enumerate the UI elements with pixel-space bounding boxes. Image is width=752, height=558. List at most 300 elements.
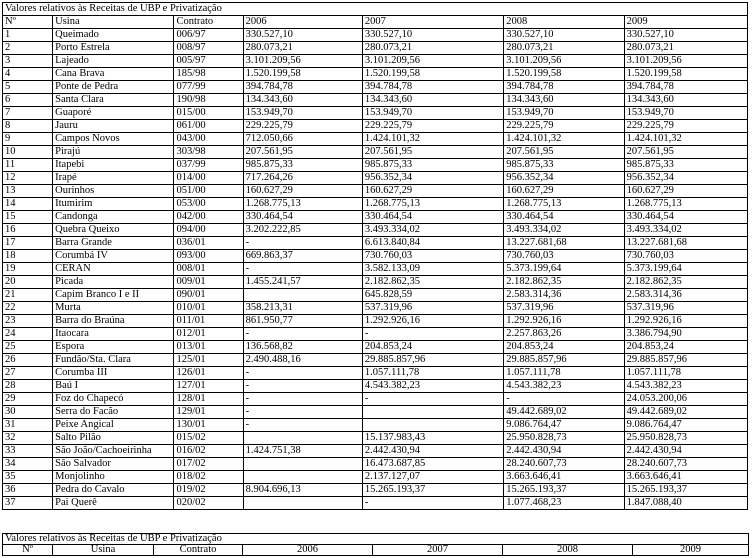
table-cell: Barra do Braúna (53, 315, 174, 328)
table-row (3, 172, 748, 185)
column-header: 2006 (243, 16, 362, 29)
table-cell: Porto Estrela (53, 42, 174, 55)
table-cell: Irapé (53, 172, 174, 185)
table-cell: 985.875,33 (362, 159, 503, 172)
table-cell: 1.292.926,16 (504, 315, 624, 328)
table-cell: 330.464,54 (362, 211, 503, 224)
table-cell: 25.950.828,73 (504, 432, 624, 445)
table-cell: 229.225,79 (243, 120, 362, 133)
table-cell: 127/01 (174, 380, 243, 393)
table-row (3, 107, 748, 120)
table-cell: 160.627,29 (504, 185, 624, 198)
table-cell: 5.373.199,64 (504, 263, 624, 276)
table-cell: 3.101.209,56 (243, 55, 362, 68)
table-cell: 207.561,95 (243, 146, 362, 159)
table-cell: 717.264,26 (243, 172, 362, 185)
table-cell: 14 (3, 198, 53, 211)
table-cell (243, 458, 362, 471)
column-header: 2008 (504, 16, 624, 29)
table-cell: 012/01 (174, 328, 243, 341)
table-cell: 153.949,70 (243, 107, 362, 120)
table-cell: 134.343,60 (504, 94, 624, 107)
table-cell: - (362, 328, 503, 341)
table-cell: 16 (3, 224, 53, 237)
column-header: 2008 (503, 545, 633, 556)
table-cell: 36 (3, 484, 53, 497)
table-cell: São João/Cachoeirinha (53, 445, 174, 458)
table-title: Valores relativos às Receitas de UBP e Privatização (3, 534, 749, 545)
table-cell: 2.442.430,94 (504, 445, 624, 458)
table-cell: Picada (53, 276, 174, 289)
table-row (3, 55, 748, 68)
table-cell: 35 (3, 471, 53, 484)
table-cell: 005/97 (174, 55, 243, 68)
table-cell: 129/01 (174, 406, 243, 419)
table-cell: 9.086.764,47 (624, 419, 747, 432)
table-cell: Corumba III (53, 367, 174, 380)
table-cell: 013/01 (174, 341, 243, 354)
table-cell: Lajeado (53, 55, 174, 68)
table-cell: 956.352,34 (362, 172, 503, 185)
table-cell: Guaporé (53, 107, 174, 120)
table-cell: 730.760,03 (362, 250, 503, 263)
table-cell: Pedra do Cavalo (53, 484, 174, 497)
table-cell (243, 471, 362, 484)
table-cell: 207.561,95 (504, 146, 624, 159)
table-cell: 125/01 (174, 354, 243, 367)
table-cell: 1.057.111,78 (362, 367, 503, 380)
table-cell: 29.885.857,96 (504, 354, 624, 367)
table-cell: 15 (3, 211, 53, 224)
table-cell: 1.077.468,23 (504, 497, 624, 510)
table-cell: 25.950.828,73 (624, 432, 747, 445)
table-row (3, 302, 748, 315)
table-cell: 358.213,31 (243, 302, 362, 315)
table-cell: 330.527,10 (362, 29, 503, 42)
table-cell: 2.182.862,35 (504, 276, 624, 289)
table-cell: 330.464,54 (504, 211, 624, 224)
table-cell: 28.240.607,73 (504, 458, 624, 471)
table-cell: 190/98 (174, 94, 243, 107)
table-cell: 2.137.127,07 (362, 471, 503, 484)
table-cell: 330.464,54 (624, 211, 747, 224)
table-row (3, 458, 748, 471)
table-cell: 077/99 (174, 81, 243, 94)
column-header: 2006 (243, 545, 373, 556)
table-cell: 861.950,77 (243, 315, 362, 328)
table-row (3, 198, 748, 211)
table-cell: 8 (3, 120, 53, 133)
table-cell: 1.424.751,38 (243, 445, 362, 458)
table-cell: 28.240.607,73 (624, 458, 747, 471)
table-cell: 985.875,33 (504, 159, 624, 172)
table-cell: 280.073,21 (243, 42, 362, 55)
table-cell: 051/00 (174, 185, 243, 198)
column-header: Usina (53, 545, 154, 556)
table-cell: 13 (3, 185, 53, 198)
table-cell: 730.760,03 (624, 250, 747, 263)
table-cell: - (243, 328, 362, 341)
table-cell: 13.227.681,68 (504, 237, 624, 250)
table-cell: 1.268.775,13 (624, 198, 747, 211)
table-row (3, 276, 748, 289)
table-cell: 15.265.193,37 (504, 484, 624, 497)
table-cell: 956.352,34 (504, 172, 624, 185)
column-header: 2009 (624, 16, 747, 29)
table-row (3, 133, 748, 146)
table-cell: 2.182.862,35 (624, 276, 747, 289)
table-cell: 669.863,37 (243, 250, 362, 263)
table-cell: 13.227.681,68 (624, 237, 747, 250)
table-row (3, 81, 748, 94)
table-cell: 2.182.862,35 (362, 276, 503, 289)
table-cell: 3.202.222,85 (243, 224, 362, 237)
table-cell: 229.225,79 (362, 120, 503, 133)
table-cell: 9 (3, 133, 53, 146)
table-row (3, 263, 748, 276)
table-cell: 27 (3, 367, 53, 380)
table-cell: 4.543.382,23 (624, 380, 747, 393)
table-cell: - (243, 380, 362, 393)
table-cell: 1.268.775,13 (243, 198, 362, 211)
table-cell: 537.319,96 (362, 302, 503, 315)
table-cell: 330.527,10 (624, 29, 747, 42)
table-cell: 1 (3, 29, 53, 42)
table-cell: 3.493.334,02 (624, 224, 747, 237)
table-cell: Pirajú (53, 146, 174, 159)
table-cell: 280.073,21 (504, 42, 624, 55)
table-cell: 128/01 (174, 393, 243, 406)
table-cell: 6.613.840,84 (362, 237, 503, 250)
table-row (3, 419, 748, 432)
table-cell: 34 (3, 458, 53, 471)
table-cell: - (243, 237, 362, 250)
table-cell: 130/01 (174, 419, 243, 432)
table-row (3, 341, 748, 354)
table-row (3, 380, 748, 393)
table-cell: 1.847.088,40 (624, 497, 747, 510)
table-cell: 21 (3, 289, 53, 302)
table-cell: 204.853,24 (504, 341, 624, 354)
table-cell: 019/02 (174, 484, 243, 497)
column-header: 2009 (633, 545, 749, 556)
table-cell: 18 (3, 250, 53, 263)
table-cell: 712.050,66 (243, 133, 362, 146)
table-cell: Candonga (53, 211, 174, 224)
table-cell: 006/97 (174, 29, 243, 42)
table-cell: Pai Querê (53, 497, 174, 510)
table-cell: 1.057.111,78 (624, 367, 747, 380)
table-cell: Espora (53, 341, 174, 354)
table-cell: Serra do Facão (53, 406, 174, 419)
table-cell: Salto Pilão (53, 432, 174, 445)
table-cell (362, 406, 503, 419)
table-cell: 1.424.101,32 (504, 133, 624, 146)
table-cell: - (504, 393, 624, 406)
table-cell: 042/00 (174, 211, 243, 224)
table-header-row (3, 545, 749, 556)
table-cell: 330.527,10 (243, 29, 362, 42)
table-cell: 24 (3, 328, 53, 341)
table-cell: - (243, 263, 362, 276)
table-cell: 008/01 (174, 263, 243, 276)
table-row (3, 146, 748, 159)
table-cell: Jauru (53, 120, 174, 133)
table-row (3, 29, 748, 42)
table-cell: 37 (3, 497, 53, 510)
table-cell: 160.627,29 (243, 185, 362, 198)
table-cell: 008/97 (174, 42, 243, 55)
table-cell: 956.352,34 (624, 172, 747, 185)
table-cell: Peixe Angical (53, 419, 174, 432)
table-row (3, 185, 748, 198)
table-cell: 49.442.689,02 (504, 406, 624, 419)
table-cell: 49.442.689,02 (624, 406, 747, 419)
table-row (3, 237, 748, 250)
table-cell: 009/01 (174, 276, 243, 289)
table-cell: 330.464,54 (243, 211, 362, 224)
table-cell: 229.225,79 (504, 120, 624, 133)
table-cell: 280.073,21 (624, 42, 747, 55)
table-header-row (3, 16, 748, 29)
table-row (3, 484, 748, 497)
table-cell: 3.582.133,09 (362, 263, 503, 276)
column-header: Contrato (174, 16, 243, 29)
table-cell: 3.493.334,02 (362, 224, 503, 237)
table-cell: 24.053.200,06 (624, 393, 747, 406)
table-cell: 153.949,70 (504, 107, 624, 120)
table-cell: Queimado (53, 29, 174, 42)
table-cell: 2.442.430,94 (624, 445, 747, 458)
table-row (3, 68, 748, 81)
table-cell: Monjolinho (53, 471, 174, 484)
table-row (3, 393, 748, 406)
table-row (3, 328, 748, 341)
table-cell: 23 (3, 315, 53, 328)
table-cell: 12 (3, 172, 53, 185)
table-cell: 153.949,70 (362, 107, 503, 120)
table-cell: Ponte de Pedra (53, 81, 174, 94)
table-cell: Campos Novos (53, 133, 174, 146)
table-row (3, 224, 748, 237)
table-cell: 3 (3, 55, 53, 68)
table-cell: 5.373.199,64 (624, 263, 747, 276)
table-cell: Foz do Chapecó (53, 393, 174, 406)
table-cell: 136.568,82 (243, 341, 362, 354)
table-cell: 053/00 (174, 198, 243, 211)
table-cell: 207.561,95 (624, 146, 747, 159)
table-row (3, 445, 748, 458)
table-cell: 1.292.926,16 (624, 315, 747, 328)
table-cell: 018/02 (174, 471, 243, 484)
table-cell: 016/02 (174, 445, 243, 458)
table-cell: 537.319,96 (504, 302, 624, 315)
table-cell: 1.292.926,16 (362, 315, 503, 328)
table-cell: 1.455.241,57 (243, 276, 362, 289)
table-cell: 229.225,79 (624, 120, 747, 133)
table-cell: 094/00 (174, 224, 243, 237)
table-cell: 1.424.101,32 (362, 133, 503, 146)
table-cell: Murta (53, 302, 174, 315)
table-cell: 4.543.382,23 (362, 380, 503, 393)
table-cell: - (243, 419, 362, 432)
table-cell: 2 (3, 42, 53, 55)
table-row (3, 211, 748, 224)
table-cell: 15.265.193,37 (362, 484, 503, 497)
table-row (3, 250, 748, 263)
table-cell: - (243, 367, 362, 380)
table-cell: 394.784,78 (504, 81, 624, 94)
table-cell: 4 (3, 68, 53, 81)
table-cell: 017/02 (174, 458, 243, 471)
table-cell: 093/00 (174, 250, 243, 263)
column-header: Nº (3, 545, 53, 556)
table-cell: 015/02 (174, 432, 243, 445)
table-cell: 3.663.646,41 (504, 471, 624, 484)
table-cell: 7 (3, 107, 53, 120)
table-title-row (3, 534, 749, 545)
table-cell: 31 (3, 419, 53, 432)
table-cell: 2.583.314,36 (504, 289, 624, 302)
table-cell: 6 (3, 94, 53, 107)
table-cell: 985.875,33 (624, 159, 747, 172)
table-cell: Itapebi (53, 159, 174, 172)
table-cell: 2.583.314,36 (624, 289, 747, 302)
table-cell: Capim Branco I e II (53, 289, 174, 302)
table-cell: 25 (3, 341, 53, 354)
table-cell: Corumbá IV (53, 250, 174, 263)
table-cell: Itumirim (53, 198, 174, 211)
table-cell: Barra Grande (53, 237, 174, 250)
table-cell: 8.904.696,13 (243, 484, 362, 497)
table-cell: 061/00 (174, 120, 243, 133)
table-cell: 204.853,24 (624, 341, 747, 354)
column-header: 2007 (373, 545, 503, 556)
table-cell: 3.101.209,56 (624, 55, 747, 68)
table-cell: 153.949,70 (624, 107, 747, 120)
table-cell: 28 (3, 380, 53, 393)
table-cell: 090/01 (174, 289, 243, 302)
table-cell: 1.520.199,58 (362, 68, 503, 81)
table-cell: - (243, 406, 362, 419)
table-cell: 1.268.775,13 (362, 198, 503, 211)
table-cell: 134.343,60 (624, 94, 747, 107)
table-row (3, 120, 748, 133)
table-cell: Fundão/Sta. Clara (53, 354, 174, 367)
table-row (3, 42, 748, 55)
column-header: Contrato (154, 545, 243, 556)
table-title: Valores relativos às Receitas de UBP e Privatização (3, 3, 748, 16)
table-cell: 394.784,78 (243, 81, 362, 94)
table-cell: 9.086.764,47 (504, 419, 624, 432)
table-cell: 204.853,24 (362, 341, 503, 354)
table-cell: 3.101.209,56 (362, 55, 503, 68)
table-cell: 33 (3, 445, 53, 458)
table-cell: 11 (3, 159, 53, 172)
table-cell: 10 (3, 146, 53, 159)
table-cell: Cana Brava (53, 68, 174, 81)
table-cell: 1.520.199,58 (624, 68, 747, 81)
table-cell: 26 (3, 354, 53, 367)
table-cell: 30 (3, 406, 53, 419)
table-cell: 160.627,29 (624, 185, 747, 198)
table-cell: 29.885.857,96 (624, 354, 747, 367)
table-cell: CERAN (53, 263, 174, 276)
table-cell: 19 (3, 263, 53, 276)
table-row (3, 94, 748, 107)
table-cell: Itaocara (53, 328, 174, 341)
column-header: Usina (53, 16, 174, 29)
table-cell: 394.784,78 (624, 81, 747, 94)
table-cell: 037/99 (174, 159, 243, 172)
table-cell: 014/00 (174, 172, 243, 185)
table-row (3, 159, 748, 172)
table-cell: 036/01 (174, 237, 243, 250)
table-cell: 32 (3, 432, 53, 445)
table-cell: 015/00 (174, 107, 243, 120)
table-cell: 22 (3, 302, 53, 315)
table-row (3, 471, 748, 484)
table-cell: 330.527,10 (504, 29, 624, 42)
table-cell: 29 (3, 393, 53, 406)
table-cell: 3.101.209,56 (504, 55, 624, 68)
table-cell: 730.760,03 (504, 250, 624, 263)
table-cell: São Salvador (53, 458, 174, 471)
table-cell: 645.828,59 (362, 289, 503, 302)
table-cell: 2.490.488,16 (243, 354, 362, 367)
table-cell: 160.627,29 (362, 185, 503, 198)
table-cell: 020/02 (174, 497, 243, 510)
table-cell: 5 (3, 81, 53, 94)
table-cell: 134.343,60 (362, 94, 503, 107)
table-cell: 280.073,21 (362, 42, 503, 55)
table-cell: 207.561,95 (362, 146, 503, 159)
ubp-receitas-table-continued (2, 533, 749, 556)
table-row (3, 367, 748, 380)
table-cell: 4.543.382,23 (504, 380, 624, 393)
table-cell: 15.265.193,37 (624, 484, 747, 497)
table-cell: 20 (3, 276, 53, 289)
table-cell: - (362, 393, 503, 406)
table-cell: 16.473.687,85 (362, 458, 503, 471)
table-cell (243, 432, 362, 445)
table-cell: 17 (3, 237, 53, 250)
table-row (3, 289, 748, 302)
table-cell: Baú I (53, 380, 174, 393)
table-cell: 2.442.430,94 (362, 445, 503, 458)
table-cell: 537.319,96 (624, 302, 747, 315)
table-row (3, 315, 748, 328)
table-cell: 3.493.334,02 (504, 224, 624, 237)
table-cell: 1.268.775,13 (504, 198, 624, 211)
table-cell: 126/01 (174, 367, 243, 380)
table-cell: 134.343,60 (243, 94, 362, 107)
table-row (3, 432, 748, 445)
table-cell (243, 289, 362, 302)
table-cell: Quebra Queixo (53, 224, 174, 237)
table-cell: 010/01 (174, 302, 243, 315)
table-cell: 303/98 (174, 146, 243, 159)
table-cell: 011/01 (174, 315, 243, 328)
table-cell: 185/98 (174, 68, 243, 81)
table-cell: 985.875,33 (243, 159, 362, 172)
table-cell: 043/00 (174, 133, 243, 146)
ubp-receitas-table (2, 2, 748, 510)
table-cell: 3.386.794,90 (624, 328, 747, 341)
table-cell: - (243, 393, 362, 406)
column-header: Nº (3, 16, 53, 29)
table-cell: 29.885.857,96 (362, 354, 503, 367)
